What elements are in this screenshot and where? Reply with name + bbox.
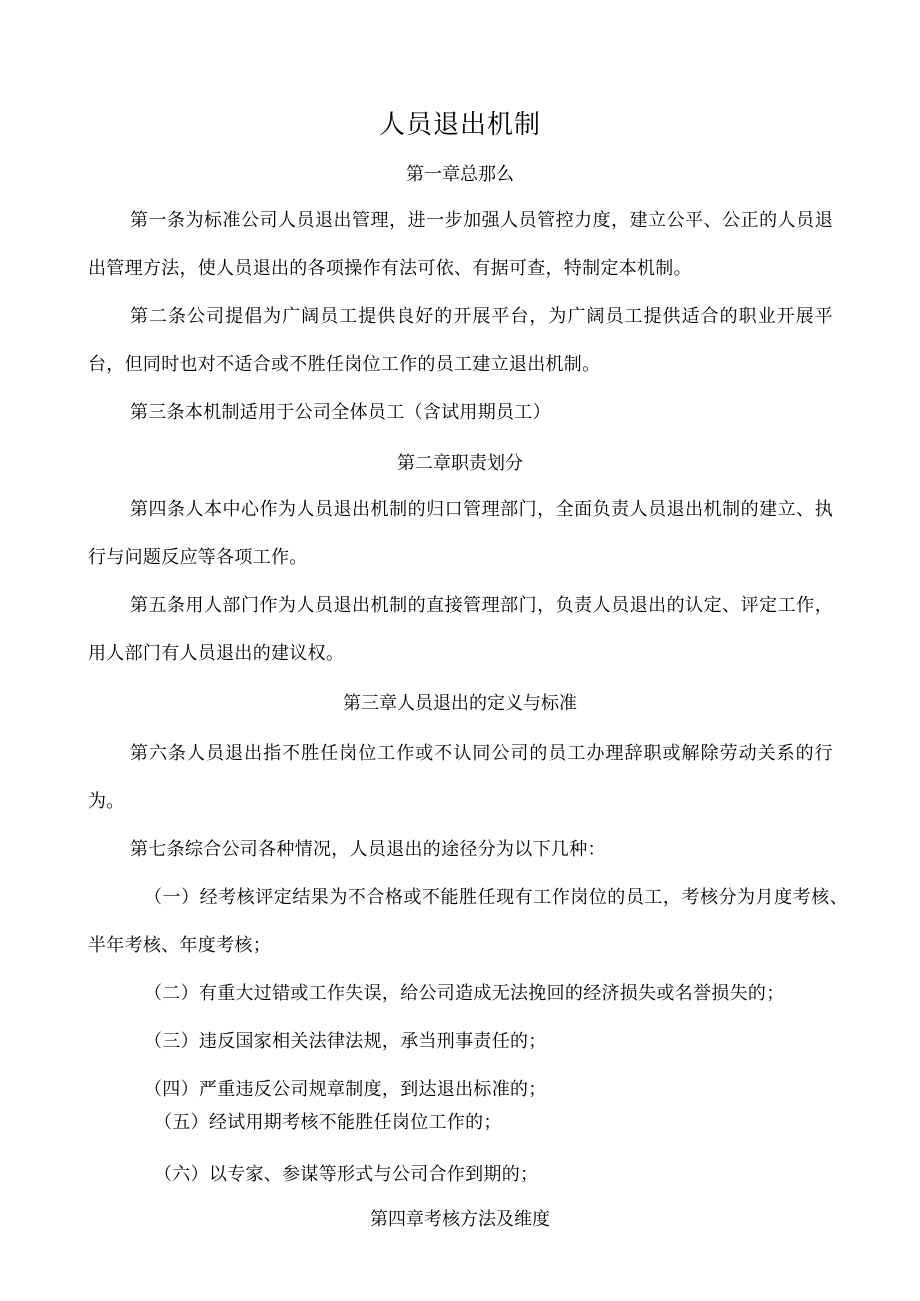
exit-path-item-2: （二）有重大过错或工作失误，给公司造成无法挽回的经济损失或名誉损失的；	[144, 983, 785, 1004]
article-5: 第五条用人部门作为人员退出机制的直接管理部门，负责人员退出的认定、评定工作，用人部门有人员退出的建议权。	[88, 595, 833, 664]
chapter-3-heading: 第三章人员退出的定义与标准	[343, 693, 577, 714]
article-7: 第七条综合公司各种情况，人员退出的途径分为以下几种：	[130, 839, 606, 860]
chapter-2-heading: 第二章职责划分	[397, 453, 523, 474]
article-3: 第三条本机制适用于公司全体员工（含试用期员工）	[130, 402, 551, 423]
article-6: 第六条人员退出指不胜任岗位工作或不认同公司的员工办理辞职或解除劳动关系的行为。	[88, 743, 833, 812]
document-title: 人员退出机制	[378, 110, 541, 140]
article-1: 第一条为标准公司人员退出管理，进一步加强人员管控力度，建立公平、公正的人员退出管理方法，使人员退出的各项操作有法可依、有据可查，特制定本机制。	[88, 210, 833, 279]
exit-path-item-6: （六）以专家、参谋等形式与公司合作到期的；	[154, 1164, 539, 1185]
exit-path-item-3: （三）违反国家相关法律法规，承当刑事责任的；	[144, 1031, 547, 1052]
chapter-4-heading: 第四章考核方法及维度	[370, 1209, 550, 1230]
exit-path-item-4: （四）严重违反公司规章制度，到达退出标准的；	[144, 1079, 547, 1100]
article-4: 第四条人本中心作为人员退出机制的归口管理部门，全面负责人员退出机制的建立、执行与问题反应等各项工作。	[88, 499, 833, 568]
article-2: 第二条公司提倡为广阔员工提供良好的开展平台，为广阔员工提供适合的职业开展平台，但同时也对不适合或不胜任岗位工作的员工建立退出机制。	[88, 306, 833, 375]
chapter-1-heading: 第一章总那么	[406, 164, 514, 185]
exit-path-item-5: （五）经试用期考核不能胜任岗位工作的；	[154, 1112, 502, 1133]
exit-path-item-1: （一）经考核评定结果为不合格或不能胜任现有工作岗位的员工，考核分为月度考核、半年考核、年度考核；	[88, 887, 848, 956]
